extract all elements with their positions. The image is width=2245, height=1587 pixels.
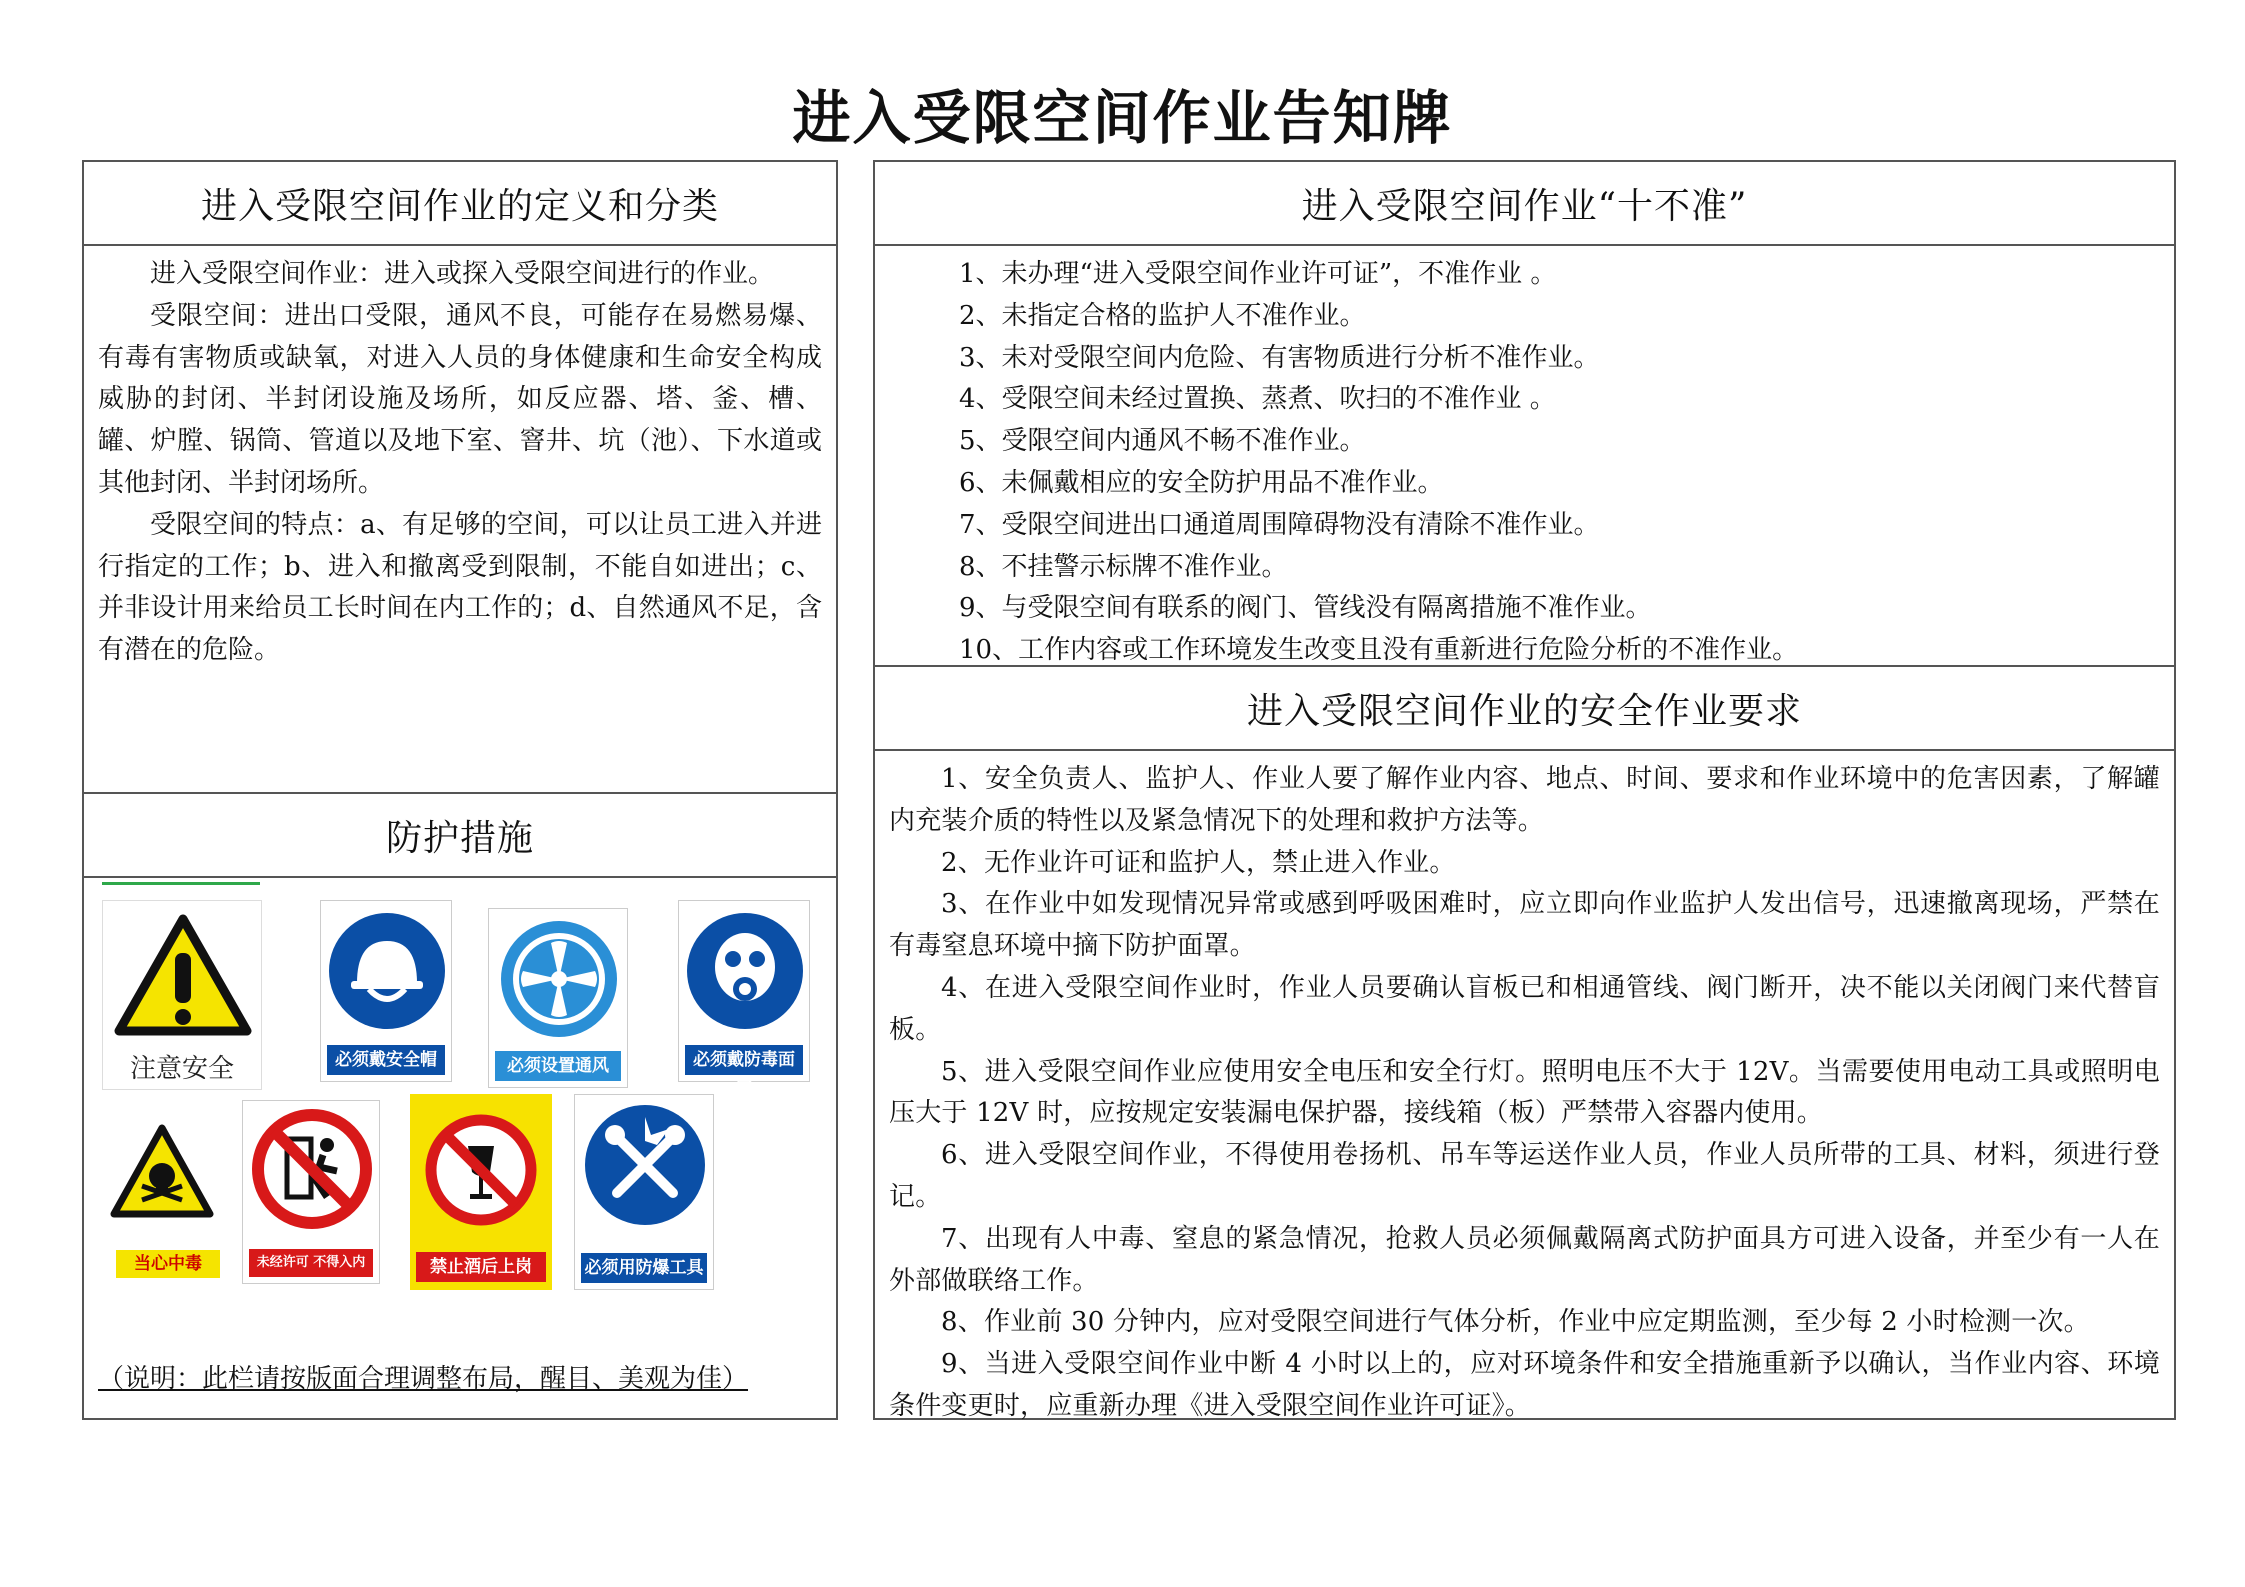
fan-icon bbox=[489, 909, 629, 1049]
list-item: 5、进入受限空间作业应使用安全电压和安全行灯。照明电压不大于 12V。当需要使用电动工具或照明电压大于 12V 时，应按规定安装漏电保护器，接线箱（板）严禁带入容器内使用。 bbox=[889, 1056, 2160, 1129]
ten-rules-list bbox=[875, 246, 2174, 672]
requirements-list bbox=[875, 751, 2174, 1428]
sign-label: 禁止酒后上岗 bbox=[416, 1252, 546, 1282]
list-item: 6、未佩戴相应的安全防护用品不准作业。 bbox=[959, 467, 1444, 498]
list-item: 3、未对受限空间内危险、有害物质进行分析不准作业。 bbox=[959, 342, 1600, 373]
layout-note: （说明：此栏请按版面合理调整布局，醒目、美观为佳） bbox=[98, 1364, 749, 1394]
sign-label: 必须用防爆工具 bbox=[581, 1253, 707, 1283]
helmet-icon bbox=[321, 901, 453, 1041]
sign-no-alcohol bbox=[410, 1094, 552, 1290]
sign-label: 未经许可 不得入内 bbox=[249, 1249, 373, 1277]
list-item: 9、与受限空间有联系的阀门、管线没有隔离措施不准作业。 bbox=[959, 593, 1652, 624]
sign-gas-mask bbox=[678, 900, 810, 1100]
list-item: 4、受限空间未经过置换、蒸煮、吹扫的不准作业 。 bbox=[959, 384, 1556, 415]
list-item: 8、作业前 30 分钟内，应对受限空间进行气体分析，作业中应定期监测，至少每 2 小时检测一次。 bbox=[941, 1307, 2090, 1338]
list-item: 10、工作内容或工作环境发生改变且没有重新进行危险分析的不准作业。 bbox=[959, 635, 1799, 666]
list-item: 9、当进入受限空间作业中断 4 小时以上的，应对环境条件和安全措施重新予以确认，当作业内容、环境条件变更时，应重新办理《进入受限空间作业许可证》。 bbox=[889, 1349, 2160, 1421]
ten-rules-panel bbox=[873, 160, 2176, 667]
definition-paragraph: 受限空间的特点：a、有足够的空间，可以让员工进入并进行指定的工作；b、进入和撤离受到限制，不能自如进出；c、并非设计用来给员工长时间在内工作的；d、自然通风不足，含有潜在的危险。 bbox=[98, 509, 822, 666]
definition-heading: 进入受限空间作业的定义和分类 bbox=[84, 162, 836, 246]
requirements-panel bbox=[873, 665, 2176, 1420]
list-item: 4、在进入受限空间作业时，作业人员要确认盲板已和相通管线、阀门断开，决不能以关闭阀门来代替盲板。 bbox=[889, 972, 2160, 1045]
definition-body bbox=[84, 246, 836, 672]
list-item: 3、在作业中如发现情况异常或感到呼吸困难时，应立即向作业监护人发出信号，迅速撤离现场，严禁在有毒窒息环境中摘下防护面罩。 bbox=[889, 889, 2160, 962]
sign-label: 必须戴安全帽 bbox=[327, 1045, 445, 1075]
list-item: 6、进入受限空间作业，不得使用卷扬机、吊车等运送作业人员，作业人员所带的工具、材料，须进行登记。 bbox=[889, 1140, 2160, 1212]
sign-ventilation bbox=[488, 908, 628, 1088]
list-item: 2、未指定合格的监护人不准作业。 bbox=[959, 300, 1366, 331]
sign-label: 必须戴防毒面罩 bbox=[685, 1045, 803, 1075]
no-entry-person-icon bbox=[243, 1101, 381, 1241]
poison-icon bbox=[102, 1110, 222, 1230]
sign-label: 必须设置通风 bbox=[495, 1051, 621, 1081]
definition-panel bbox=[82, 160, 838, 794]
list-item: 8、不挂警示标牌不准作业。 bbox=[959, 551, 1288, 582]
decorative-line bbox=[102, 882, 260, 885]
list-item: 1、安全负责人、监护人、作业人要了解作业内容、地点、时间、要求和作业环境中的危害因素，了解罐内充装介质的特性以及紧急情况下的处理和救护方法等。 bbox=[889, 764, 2160, 836]
ten-rules-heading: 进入受限空间作业“十不准” bbox=[875, 162, 2174, 246]
list-item: 5、受限空间内通风不畅不准作业。 bbox=[959, 426, 1366, 457]
warning-triangle-icon bbox=[103, 901, 263, 1051]
sign-label: 当心中毒 bbox=[116, 1250, 220, 1278]
definition-paragraph: 进入受限空间作业：进入或探入受限空间进行的作业。 bbox=[150, 259, 775, 289]
list-item: 7、出现有人中毒、窒息的紧急情况，抢救人员必须佩戴隔离式防护面具方可进入设备，并至少有一人在外部做联络工作。 bbox=[889, 1223, 2160, 1296]
protection-panel bbox=[82, 792, 838, 1420]
protection-heading: 防护措施 bbox=[84, 794, 836, 878]
sign-label: 注意安全 bbox=[129, 1054, 234, 1084]
sign-explosion-proof-tools bbox=[574, 1094, 714, 1290]
sign-caution-safety bbox=[102, 900, 262, 1090]
list-item: 2、无作业许可证和监护人，禁止进入作业。 bbox=[941, 847, 1456, 878]
signs-area bbox=[84, 878, 836, 1418]
sign-beware-poison bbox=[102, 1110, 222, 1278]
explosion-proof-tools-icon bbox=[575, 1095, 715, 1241]
sign-wear-helmet bbox=[320, 900, 452, 1082]
gas-mask-icon bbox=[679, 901, 811, 1041]
sign-no-entry bbox=[242, 1100, 380, 1284]
no-alcohol-icon bbox=[410, 1094, 552, 1240]
list-item: 1、未办理“进入受限空间作业许可证”，不准作业 。 bbox=[959, 259, 1557, 289]
list-item: 7、受限空间进出口通道周围障碍物没有清除不准作业。 bbox=[959, 509, 1600, 540]
requirements-heading: 进入受限空间作业的安全作业要求 bbox=[875, 667, 2174, 751]
page-title: 进入受限空间作业告知牌 bbox=[792, 84, 1453, 152]
definition-paragraph: 受限空间：进出口受限，通风不良，可能存在易燃易爆、有毒有害物质或缺氧，对进入人员的身体健康和生命安全构成威胁的封闭、半封闭设施及场所，如反应器、塔、釜、槽、罐、炉膛、锅筒、管道以及地下室、窨井、坑（池）、下水道或其他封闭、半封闭场所。 bbox=[98, 300, 822, 498]
